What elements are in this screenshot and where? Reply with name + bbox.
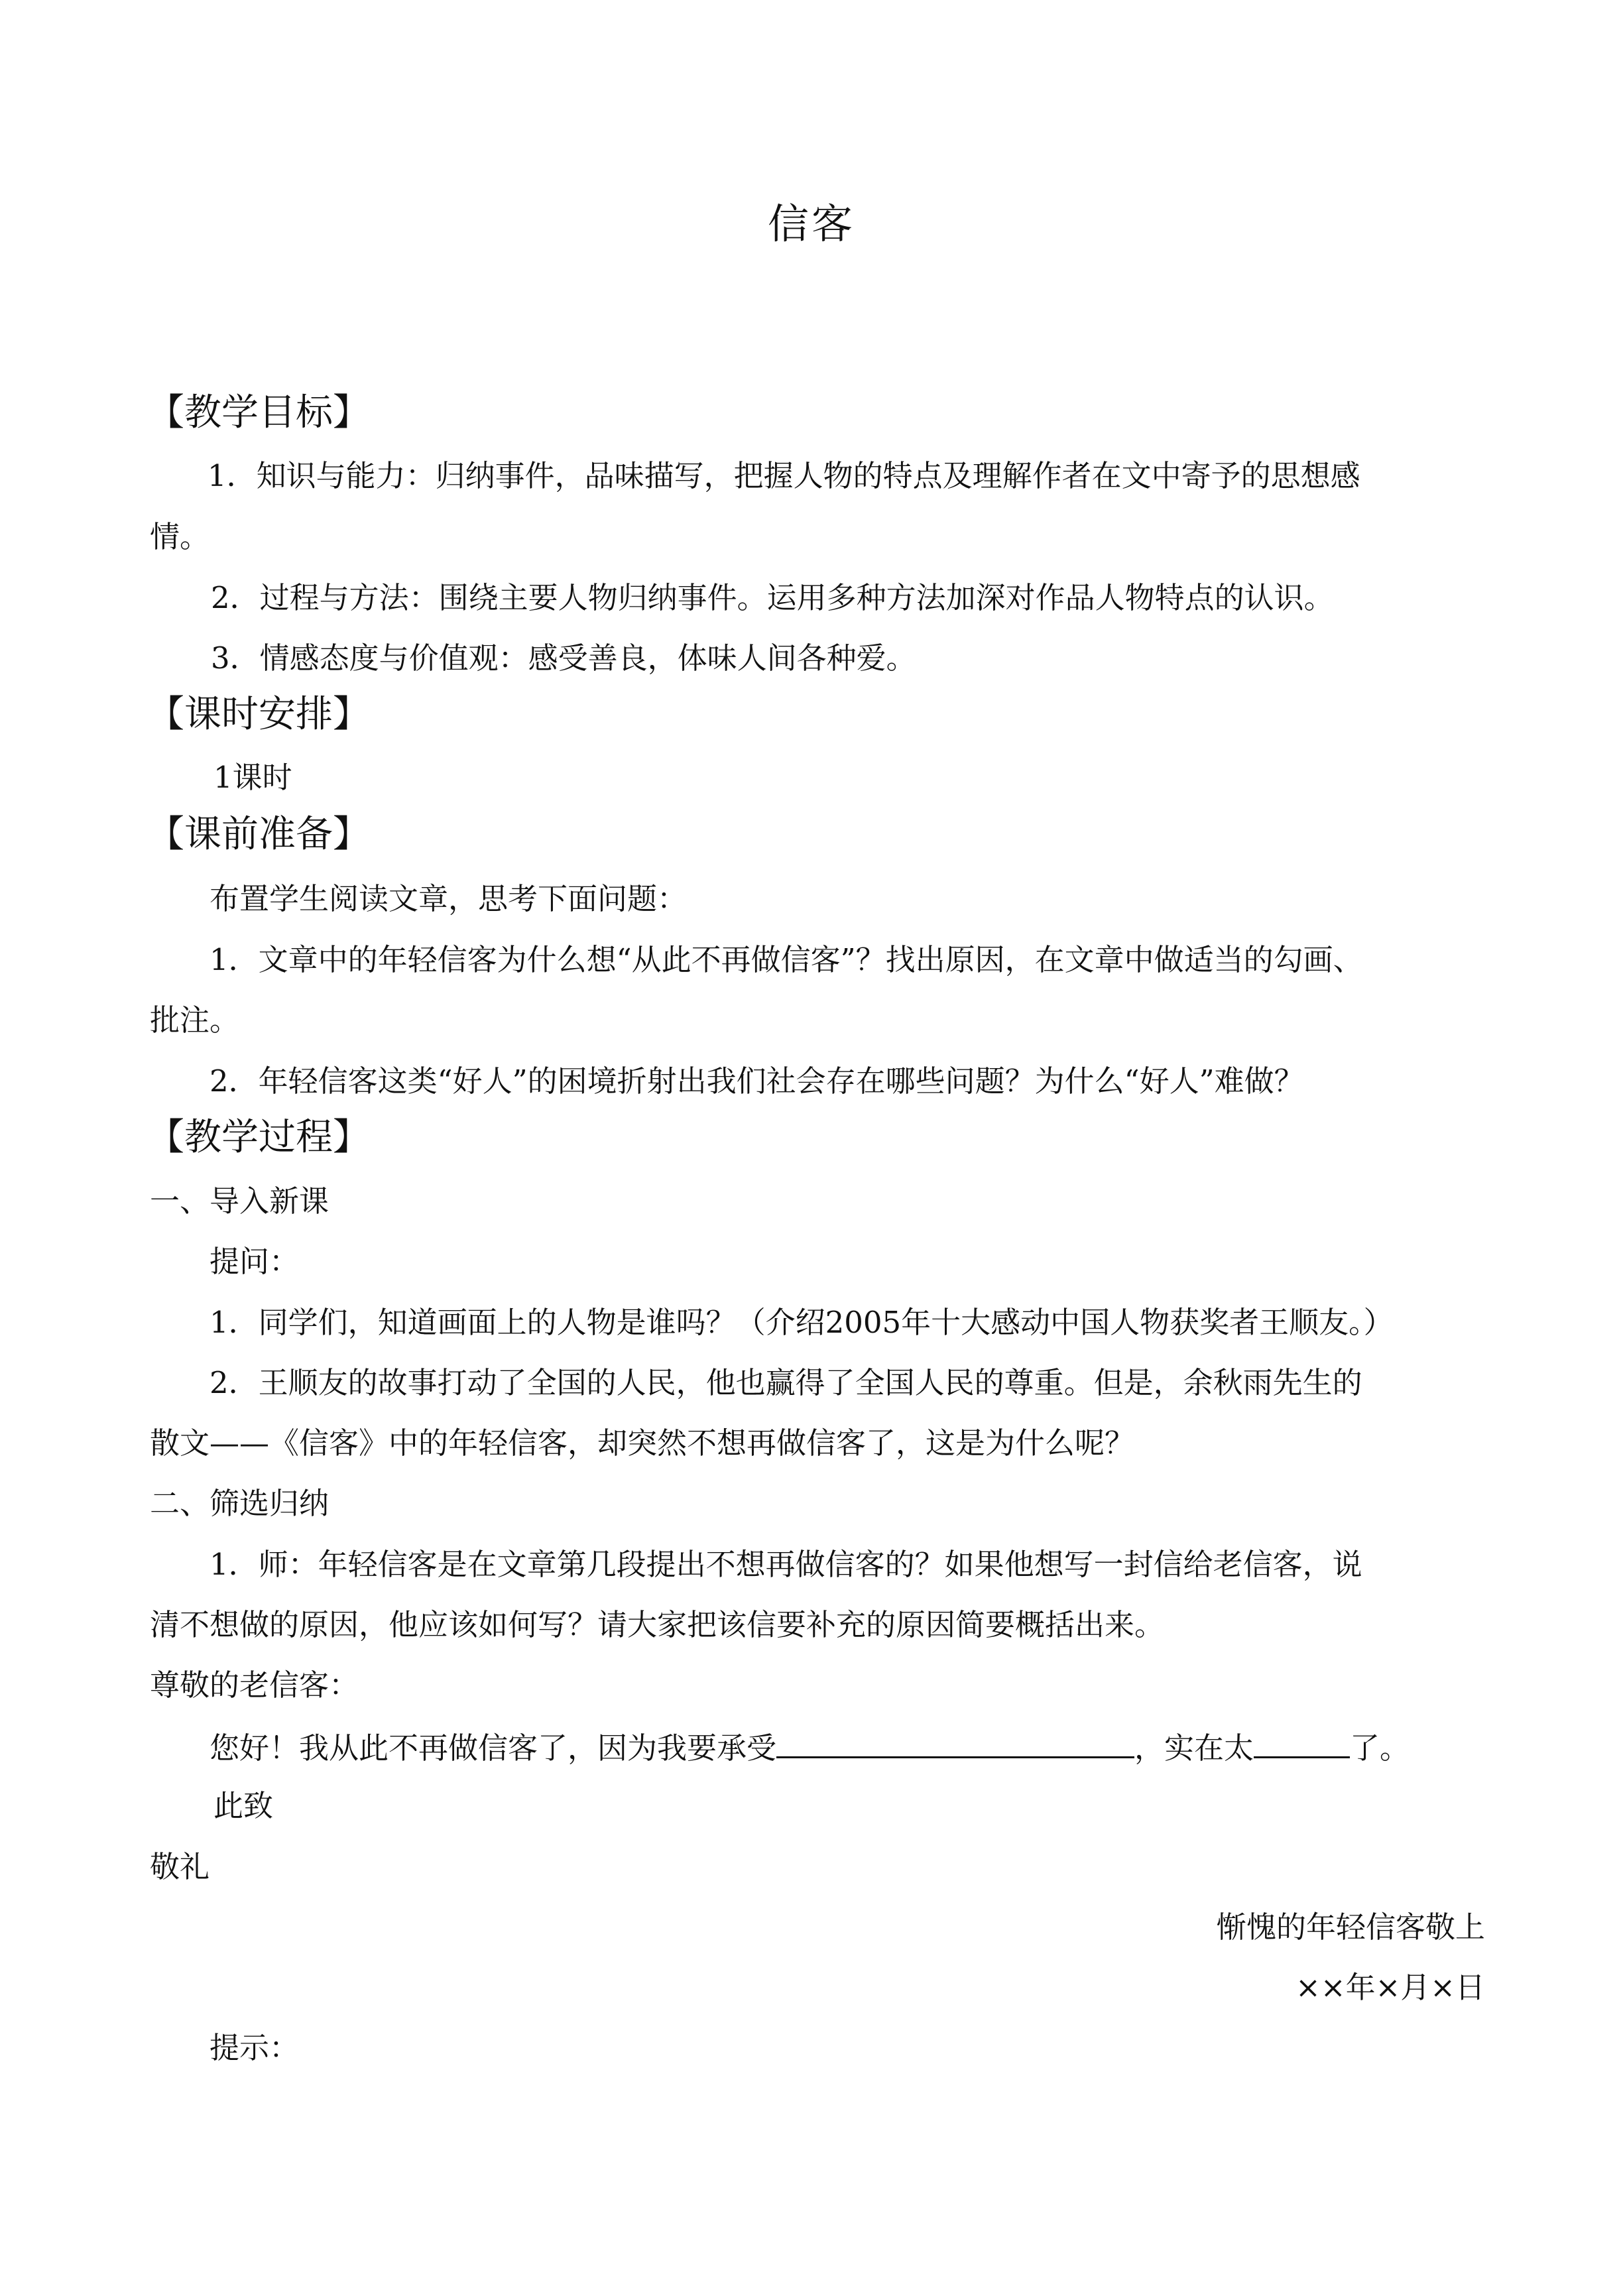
objectives-heading: 【教学目标】 (147, 391, 370, 434)
teacher-task-line-1: 1．师：年轻信客是在文章第几段提出不想再做信客的？如果他想写一封信给老信客，说 (210, 1547, 1362, 1582)
letter-closing-2: 敬礼 (150, 1849, 210, 1884)
letter-body-part-2: ，实在太 (1134, 1730, 1254, 1766)
objective-3: 3．情感态度与价值观：感受善良，体味人间各种爱。 (211, 640, 916, 676)
answer-blank-short[interactable] (1254, 1726, 1350, 1758)
section-2-title: 二、筛选归纳 (150, 1486, 330, 1521)
answer-blank-long[interactable] (776, 1726, 1134, 1758)
teacher-task-line-2: 清不想做的原因，他应该如何写？请大家把该信要补充的原因简要概括出来。 (150, 1607, 1165, 1642)
letter-date: ××年×月×日 (1295, 1970, 1485, 2005)
letter-body-part-3: 了。 (1350, 1730, 1410, 1766)
preparation-question-1-line-2: 批注。 (150, 1002, 240, 1038)
letter-body-part-1: 您好！我从此不再做信客了，因为我要承受 (210, 1730, 777, 1766)
letter-body (210, 1726, 1410, 1768)
process-question-2-line-2: 散文——《信客》中的年轻信客，却突然不想再做信客了，这是为什么呢？ (150, 1425, 1135, 1461)
letter-signature: 惭愧的年轻信客敬上 (1216, 1909, 1485, 1945)
letter-salutation: 尊敬的老信客： (150, 1667, 359, 1703)
schedule-heading: 【课时安排】 (147, 693, 370, 736)
objective-1-line-2: 情。 (150, 519, 210, 554)
preparation-question-2: 2．年轻信客这类“好人”的困境折射出我们社会存在哪些问题？为什么“好人”难做？ (210, 1063, 1304, 1099)
preparation-heading: 【课前准备】 (147, 813, 370, 856)
section-1-title: 一、导入新课 (150, 1183, 330, 1219)
process-question-2-line-1: 2．王顺友的故事打动了全国的人民，他也赢得了全国人民的尊重。但是，余秋雨先生的 (210, 1365, 1362, 1400)
process-heading: 【教学过程】 (147, 1116, 370, 1159)
ask-label: 提问： (210, 1244, 300, 1279)
hint-label: 提示： (210, 2030, 300, 2065)
preparation-question-1-line-1: 1．文章中的年轻信客为什么想“从此不再做信客”？找出原因，在文章中做适当的勾画、 (210, 942, 1363, 977)
objective-1-line-1: 1．知识与能力：归纳事件，品味描写，把握人物的特点及理解作者在文中寄予的思想感 (208, 458, 1360, 493)
preparation-intro: 布置学生阅读文章，思考下面问题： (210, 881, 688, 916)
schedule-text: 1课时 (213, 760, 292, 795)
objective-2: 2．过程与方法：围绕主要人物归纳事件。运用多种方法加深对作品人物特点的认识。 (211, 580, 1334, 615)
process-question-1: 1．同学们，知道画面上的人物是谁吗？（介绍2005年十大感动中国人物获奖者王顺友。） (210, 1305, 1394, 1340)
page-title: 信客 (767, 200, 855, 248)
letter-closing-1: 此致 (213, 1788, 274, 1823)
